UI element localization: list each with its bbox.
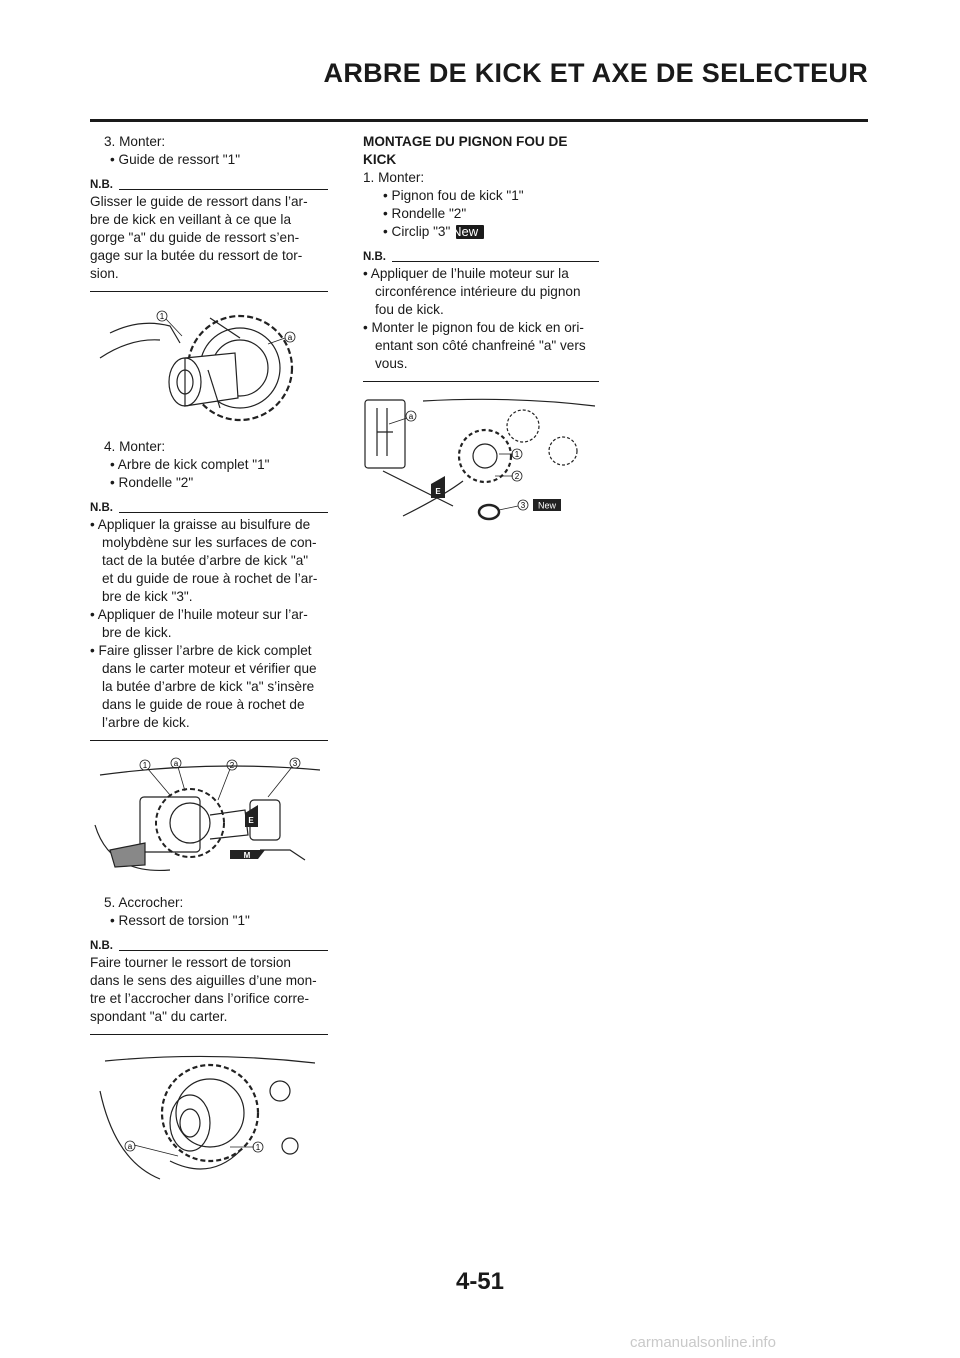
step-5: 5. Accrocher: [104, 895, 184, 910]
header-rule [90, 119, 868, 122]
nb-text: Glisser le guide de ressort dans l’ar- bre de kick en veillant à ce que la gorge "a" du guide de ressort s’en- gage sur la butée du ressort de tor- sion. [90, 194, 308, 281]
svg-text:E: E [248, 816, 254, 825]
page-number: 4-51 [455, 1268, 505, 1295]
step-1: 1. Monter: [363, 170, 425, 185]
step-4: 4. Monter: [104, 439, 166, 454]
figure-spring-guide [90, 298, 328, 428]
svg-text:M: M [243, 851, 251, 860]
nb-heading: N.B. [90, 179, 328, 191]
step-1-item: • Circlip "3" New [363, 223, 599, 241]
moly-grease-icon [230, 850, 265, 860]
nb-text: Faire tourner le ressort de torsion dans le sens des aiguilles d’une mon- tre et l’accrocher dans l’orifice corre- spondant "a" du carter. [90, 955, 317, 1024]
figure-idler-gear [363, 396, 599, 526]
nb-text: • Appliquer la graisse au bisulfure de molybdène sur les surfaces de con- tact de la butée d’arbre de kick "a" et du guide de roue à rochet de l’ar- bre de kick "3". • Appliquer de l’huile moteur sur l’ar- bre de kick. • Faire glisser l’arbre de kick complet dans le carter moteur et vérifier que la butée d’arbre de kick "a" s’insère dans le guide de roue à rochet de l’arbre de kick. [90, 517, 318, 730]
figure-kick-shaft [90, 755, 328, 880]
callout-2: 2 [514, 472, 520, 481]
nb-text: • Appliquer de l’huile moteur sur la circonférence intérieure du pignon fou de kick. • Monter le pignon fou de kick en ori- entant son côté chanfreiné "a" vers vous. [363, 266, 586, 371]
callout-a: a [408, 412, 414, 421]
new-badge: New [456, 225, 484, 239]
step-1-item: • Rondelle "2" [383, 206, 467, 221]
step-4-item: • Arbre de kick complet "1" [110, 457, 270, 472]
right-column [363, 133, 599, 526]
step-4-item: • Rondelle "2" [110, 475, 194, 490]
nb-end-rule [90, 740, 328, 741]
left-column [90, 133, 328, 1181]
nb-heading: N.B. [90, 502, 328, 514]
callout-3: 3 [520, 501, 526, 510]
section-heading: MONTAGE DU PIGNON FOU DE [363, 134, 568, 149]
callout-1: 1 [142, 761, 148, 770]
step-3-item: • Guide de ressort "1" [110, 152, 241, 167]
new-badge [533, 499, 561, 511]
step-1-item: • Pignon fou de kick "1" [383, 188, 524, 203]
nb-end-rule [363, 381, 599, 382]
nb-end-rule [90, 1034, 328, 1035]
callout-2: 2 [229, 761, 235, 770]
callout-3: 3 [292, 759, 298, 768]
callout-1: 1 [255, 1143, 261, 1152]
section-heading: KICK [363, 152, 397, 167]
callout-1: 1 [159, 312, 165, 321]
callout-a: a [127, 1142, 133, 1151]
svg-text:New: New [537, 500, 557, 511]
watermark: carmanualsonline.info [630, 1334, 776, 1351]
engine-oil-icon [431, 476, 445, 498]
callout-a: a [287, 333, 293, 342]
engine-oil-icon [245, 805, 258, 827]
step-5-item: • Ressort de torsion "1" [110, 913, 250, 928]
callout-1: 1 [514, 450, 520, 459]
figure-torsion-spring [90, 1051, 328, 1181]
svg-text:E: E [435, 487, 441, 496]
nb-heading: N.B. [90, 940, 328, 952]
nb-end-rule [90, 291, 328, 292]
step-3: 3. Monter: [104, 134, 166, 149]
nb-heading: N.B. [363, 251, 599, 263]
callout-a: a [173, 759, 179, 768]
page-title: ARBRE DE KICK ET AXE DE SELECTEUR [323, 58, 868, 88]
